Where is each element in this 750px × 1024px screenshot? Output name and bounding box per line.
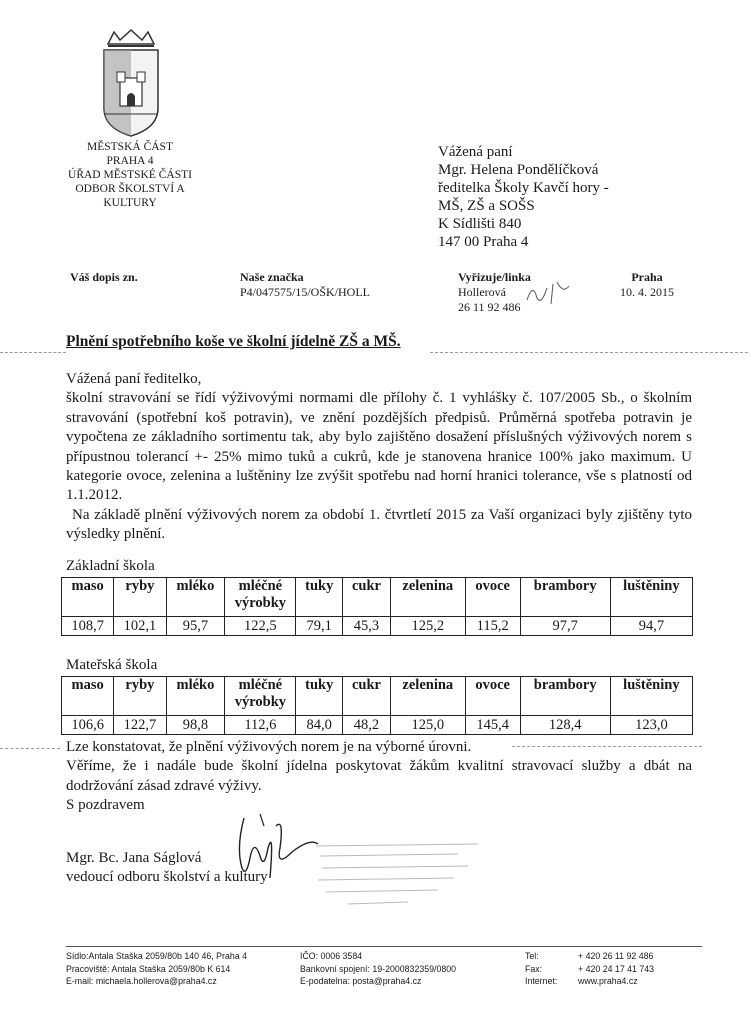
table-cell: 115,2 xyxy=(465,617,520,636)
col-header: ovoce xyxy=(465,677,520,716)
table-cell: 108,7 xyxy=(62,617,114,636)
col-header: zelenina xyxy=(390,578,465,617)
table-cell: 145,4 xyxy=(465,716,520,735)
table-cell: 45,3 xyxy=(343,617,391,636)
table-header-row xyxy=(62,677,693,716)
signer-name: Mgr. Bc. Jana Ságlová xyxy=(66,850,202,866)
handled-label: Vyřizuje/linka xyxy=(458,270,531,284)
table-caption-basic-school: Základní škola xyxy=(66,558,155,574)
table-cell: 122,7 xyxy=(114,716,166,735)
kindergarten-table xyxy=(61,676,693,735)
closing-line: Lze konstatovat, že plnění výživových norem je na výborné úrovni. xyxy=(66,739,472,755)
coat-of-arms-icon xyxy=(100,28,162,138)
table-cell: 84,0 xyxy=(296,716,343,735)
table-cell: 112,6 xyxy=(225,716,296,735)
handled-by xyxy=(458,270,531,315)
footer-website: www.praha4.cz xyxy=(578,976,638,986)
addressee-line: Mgr. Helena Pondělíčková xyxy=(438,162,599,178)
addressee-line: Vážená paní xyxy=(438,144,513,160)
your-letter-label: Váš dopis zn. xyxy=(70,270,138,284)
footer-contact-labels xyxy=(525,950,557,988)
table-cell: 125,2 xyxy=(390,617,465,636)
table-cell: 79,1 xyxy=(296,617,343,636)
col-header: ryby xyxy=(114,677,166,716)
table-cell: 122,5 xyxy=(225,617,296,636)
closing-line: Věříme, že i nadále bude školní jídelna poskytovat žákům kvalitní stravovací služby a dbát na dodržování zásad zdravé výživy. xyxy=(66,758,692,794)
issuing-office xyxy=(40,140,220,210)
addressee-line: 147 00 Praha 4 xyxy=(438,234,529,250)
col-header: luštěniny xyxy=(610,578,692,617)
letter-body xyxy=(66,370,692,545)
addressee-line: MŠ, ZŠ a SOŠS xyxy=(438,198,535,214)
table-cell: 106,6 xyxy=(62,716,114,735)
office-line: KULTURY xyxy=(103,197,157,209)
handled-phone: 26 11 92 486 xyxy=(458,300,521,314)
footer-phone: + 420 26 11 92 486 xyxy=(578,951,654,961)
col-header: ryby xyxy=(114,578,166,617)
table-cell: 102,1 xyxy=(114,617,166,636)
footer-label: Internet: xyxy=(525,976,558,986)
footer-bank xyxy=(300,950,456,988)
table-cell: 125,0 xyxy=(390,716,465,735)
footer-address xyxy=(66,950,247,988)
footer-contact-values xyxy=(578,950,654,988)
addressee-block xyxy=(438,143,609,251)
office-line: PRAHA 4 xyxy=(106,155,154,167)
footer-line: Bankovní spojení: 19-2000832359/0800 xyxy=(300,963,457,974)
place-label: Praha xyxy=(631,270,663,284)
handled-name: Hollerová xyxy=(458,285,506,299)
footer-line: Sídlo:Antala Staška 2059/80b 140 46, Praha 4 xyxy=(66,951,247,961)
subject-dash-line xyxy=(430,352,748,353)
closing-text xyxy=(66,738,692,816)
col-header: cukr xyxy=(343,578,391,617)
office-line: ODBOR ŠKOLSTVÍ A xyxy=(75,183,185,195)
our-ref xyxy=(240,270,370,300)
table-cell: 94,7 xyxy=(610,617,692,636)
footer-line: E-podatelna: posta@praha4.cz xyxy=(300,976,422,986)
footer-line: E-mail: michaela.hollerova@praha4.cz xyxy=(66,976,217,986)
col-header: tuky xyxy=(296,677,343,716)
subject-line: Plnění spotřebního koše ve školní jídelně ZŠ a MŠ. xyxy=(66,333,401,350)
col-header: mléčné výrobky xyxy=(225,677,296,716)
table-cell: 123,0 xyxy=(610,716,692,735)
office-line: MĚSTSKÁ ČÁST xyxy=(87,141,173,153)
col-header: brambory xyxy=(520,578,610,617)
table-row xyxy=(62,617,693,636)
margin-dash-line xyxy=(0,352,66,353)
table-cell: 98,8 xyxy=(166,716,225,735)
table-header-row xyxy=(62,578,693,617)
table-row xyxy=(62,716,693,735)
addressee-line: K Sídlišti 840 xyxy=(438,216,522,232)
initials-scribble-icon xyxy=(523,278,573,308)
col-header: mléko xyxy=(166,578,225,617)
footer-divider xyxy=(66,946,702,947)
table-cell: 95,7 xyxy=(166,617,225,636)
footer-fax: + 420 24 17 41 743 xyxy=(578,963,655,974)
regards: S pozdravem xyxy=(66,797,145,814)
salutation: Vážená paní ředitelko, xyxy=(66,371,202,387)
closing-dash-line xyxy=(512,746,702,747)
signer-title: vedoucí odboru školství a kultury xyxy=(66,869,268,885)
footer-label: Fax: xyxy=(525,963,543,974)
place-date xyxy=(620,270,674,300)
col-header: maso xyxy=(62,677,114,716)
col-header: maso xyxy=(62,578,114,617)
our-ref-value: P4/047575/15/OŠK/HOLL xyxy=(240,285,371,299)
table-cell: 128,4 xyxy=(520,716,610,735)
col-header: cukr xyxy=(343,677,391,716)
col-header: ovoce xyxy=(465,578,520,617)
office-stamp-icon xyxy=(308,838,488,910)
our-ref-label: Naše značka xyxy=(240,270,304,284)
col-header: luštěniny xyxy=(610,677,692,716)
footer-line: IČO: 0006 3584 xyxy=(300,951,363,961)
office-line: ÚŘAD MĚSTSKÉ ČÁSTI xyxy=(68,169,192,181)
col-header: brambory xyxy=(520,677,610,716)
table-cell: 97,7 xyxy=(520,617,610,636)
col-header: tuky xyxy=(296,578,343,617)
table-cell: 48,2 xyxy=(343,716,391,735)
addressee-line: ředitelka Školy Kavčí hory - xyxy=(438,180,609,196)
body-paragraph: školní stravování se řídí výživovými normami dle přílohy č. 1 vyhlášky č. 107/2005 Sb., o školním stravování (spotřební koš potravin), ve znění pozdějších předpisů. Průměrná spotřeba potravin je vypočtena ze základního sortimentu tak, aby bylo zajištěno dosažení příslušných výživových norem s přípustnou tolerancí +- 25% mimo tuků a cukrů, kde je stanovena hranice 100% jako maximum. U kategorie ovoce, zelenina a luštěniny lze zvýšit spotřebu nad horní hranici tolerance, vše s platností od 1.1.2012. xyxy=(66,390,692,504)
col-header: zelenina xyxy=(390,677,465,716)
footer-line: Pracoviště: Antala Staška 2059/80b K 614 xyxy=(66,963,231,974)
your-letter-ref xyxy=(70,270,138,285)
signer-block xyxy=(66,849,268,887)
basic-school-table xyxy=(61,577,693,636)
body-paragraph: Na základě plnění výživových norem za období 1. čtvrtletí 2015 za Vaší organizaci byly zjištěny tyto výsledky plnění. xyxy=(66,506,692,543)
date-value: 10. 4. 2015 xyxy=(620,285,674,299)
col-header: mléko xyxy=(166,677,225,716)
col-header: mléčné výrobky xyxy=(225,578,296,617)
footer-label: Tel: xyxy=(525,951,539,961)
table-caption-kindergarten: Mateřská škola xyxy=(66,657,158,673)
margin-dash-line xyxy=(0,748,60,749)
